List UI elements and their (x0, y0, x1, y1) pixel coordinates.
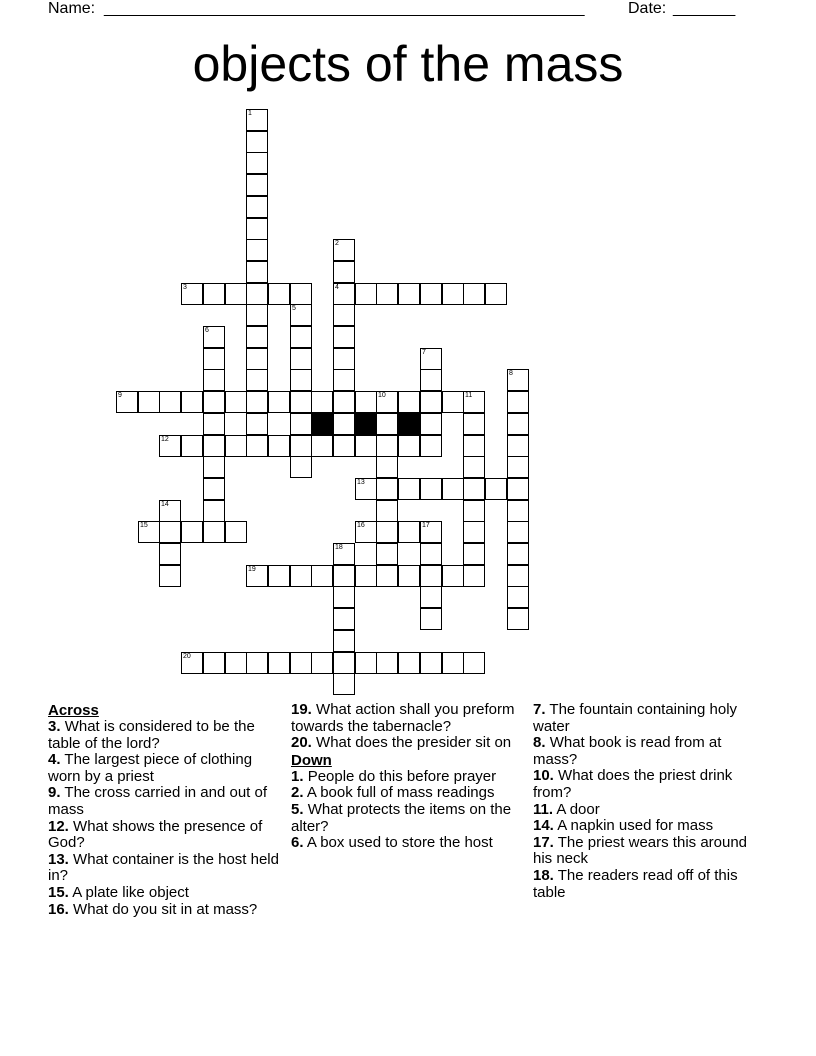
grid-cell[interactable] (290, 283, 312, 305)
grid-cell[interactable] (268, 652, 290, 674)
name-line[interactable]: ______________________________________________________ (104, 0, 585, 17)
grid-cell[interactable] (311, 391, 333, 413)
grid-cell[interactable] (463, 391, 485, 413)
grid-cell[interactable] (159, 521, 181, 543)
grid-cell[interactable] (203, 456, 225, 478)
clue-down-1: 1. People do this before prayer (291, 767, 497, 785)
grid-cell[interactable] (507, 500, 529, 522)
clue-down-2: 2. A book full of mass readings (291, 784, 495, 802)
grid-cell[interactable] (246, 348, 268, 370)
grid-cell[interactable] (290, 652, 312, 674)
grid-cell[interactable] (203, 435, 225, 457)
grid-cell[interactable] (333, 326, 355, 348)
grid-cell[interactable] (246, 109, 268, 131)
grid-cell[interactable] (507, 543, 529, 565)
grid-cell[interactable] (203, 500, 225, 522)
grid-cell[interactable] (420, 521, 442, 543)
grid-cell[interactable] (138, 521, 160, 543)
clues-column-2 (291, 702, 523, 852)
grid-cell[interactable] (159, 435, 181, 457)
grid-cell[interactable] (485, 478, 507, 500)
grid-cell[interactable] (333, 239, 355, 261)
grid-cell[interactable] (138, 391, 160, 413)
clue-number: 16 (357, 522, 365, 529)
grid-cell[interactable] (246, 652, 268, 674)
grid-cell[interactable] (420, 543, 442, 565)
grid-cell[interactable] (420, 391, 442, 413)
grid-cell[interactable] (225, 283, 247, 305)
clue-down-18: 18. The readers read off of this table (533, 866, 738, 901)
grid-cell[interactable] (376, 543, 398, 565)
grid-cell[interactable] (246, 391, 268, 413)
name-label: Name: (48, 0, 96, 17)
grid-cell[interactable] (376, 435, 398, 457)
grid-cell[interactable] (246, 152, 268, 174)
grid-cell[interactable] (442, 652, 464, 674)
grid-cell[interactable] (290, 413, 312, 435)
clue-down-11: 11. A door (533, 800, 600, 818)
clue-number: 4 (335, 284, 339, 291)
clue-number: 13 (357, 479, 365, 486)
grid-cell[interactable] (507, 565, 529, 587)
grid-cell[interactable] (420, 586, 442, 608)
grid-cell[interactable] (355, 652, 377, 674)
clue-number: 17 (422, 522, 430, 529)
grid-cell[interactable] (420, 283, 442, 305)
grid-cell[interactable] (333, 369, 355, 391)
clue-number: 6 (205, 327, 209, 334)
grid-cell[interactable] (290, 369, 312, 391)
grid-cell[interactable] (376, 478, 398, 500)
grid-cell[interactable] (246, 413, 268, 435)
grid-cell[interactable] (463, 456, 485, 478)
grid-cell[interactable] (420, 435, 442, 457)
grid-cell[interactable] (246, 304, 268, 326)
clues-column-3 (533, 702, 765, 901)
grid-cell[interactable] (246, 565, 268, 587)
clue-number: 5 (292, 305, 296, 312)
clue-down-14: 14. A napkin used for mass (533, 817, 714, 835)
grid-cell[interactable] (376, 413, 398, 435)
grid-cell[interactable] (485, 283, 507, 305)
grid-cell[interactable] (203, 283, 225, 305)
grid-cell[interactable] (246, 283, 268, 305)
grid-cell[interactable] (203, 348, 225, 370)
clue-down-10: 10. What does the priest drink from? (533, 767, 733, 801)
grid-cell[interactable] (268, 565, 290, 587)
grid-cell[interactable] (181, 283, 203, 305)
clue-down-17: 17. The priest wears this around his neck (533, 833, 748, 868)
clue-number: 7 (422, 349, 426, 356)
grid-cell[interactable] (225, 652, 247, 674)
grid-cell[interactable] (246, 261, 268, 283)
grid-cell[interactable] (181, 652, 203, 674)
grid-cell[interactable] (181, 391, 203, 413)
grid-cell[interactable] (376, 456, 398, 478)
grid-cell[interactable] (290, 391, 312, 413)
clue-across-3: 3. What is considered to be the table of the lord? (48, 718, 255, 752)
clue-across-4: 4. The largest piece of clothing worn by a priest (48, 751, 253, 785)
grid-cell[interactable] (159, 500, 181, 522)
grid-cell[interactable] (420, 478, 442, 500)
grid-cell[interactable] (246, 196, 268, 218)
grid-cell[interactable] (333, 435, 355, 457)
grid-cell[interactable] (355, 391, 377, 413)
grid-cell[interactable] (376, 391, 398, 413)
clue-number: 19 (248, 566, 256, 573)
clue-across-12: 12. What shows the presence of God? (48, 817, 263, 852)
grid-cell[interactable] (355, 521, 377, 543)
black-square (311, 413, 333, 435)
grid-cell[interactable] (246, 131, 268, 153)
grid-cell[interactable] (420, 608, 442, 630)
grid-cell[interactable] (507, 413, 529, 435)
grid-cell[interactable] (398, 652, 420, 674)
clue-number: 20 (183, 653, 191, 660)
grid-cell[interactable] (290, 304, 312, 326)
grid-cell[interactable] (420, 348, 442, 370)
grid-cell[interactable] (507, 456, 529, 478)
clue-across-16: 16. What do you sit in at mass? (48, 900, 258, 918)
grid-cell[interactable] (463, 283, 485, 305)
grid-cell[interactable] (333, 608, 355, 630)
grid-cell[interactable] (376, 521, 398, 543)
grid-cell[interactable] (507, 478, 529, 500)
grid-cell[interactable] (268, 435, 290, 457)
date-line[interactable]: _______ (673, 0, 736, 17)
grid-cell[interactable] (246, 369, 268, 391)
grid-cell[interactable] (398, 283, 420, 305)
grid-cell[interactable] (246, 239, 268, 261)
grid-cell[interactable] (507, 391, 529, 413)
grid-cell[interactable] (463, 413, 485, 435)
grid-cell[interactable] (507, 608, 529, 630)
grid-cell[interactable] (159, 543, 181, 565)
grid-cell[interactable] (181, 521, 203, 543)
grid-cell[interactable] (311, 435, 333, 457)
grid-cell[interactable] (376, 500, 398, 522)
clue-across-20: 20. What does the presider sit on (291, 734, 512, 752)
grid-cell[interactable] (333, 348, 355, 370)
clue-down-5: 5. What protects the items on the alter? (291, 800, 512, 835)
grid-cell[interactable] (463, 565, 485, 587)
grid-cell[interactable] (376, 283, 398, 305)
grid-cell[interactable] (398, 391, 420, 413)
clue-across-9: 9. The cross carried in and out of mass (48, 784, 268, 818)
grid-cell[interactable] (376, 652, 398, 674)
grid-cell[interactable] (420, 413, 442, 435)
grid-cell[interactable] (355, 478, 377, 500)
grid-cell[interactable] (333, 630, 355, 652)
clue-number: 9 (118, 392, 122, 399)
grid-cell[interactable] (246, 218, 268, 240)
grid-cell[interactable] (181, 435, 203, 457)
clue-number: 1 (248, 110, 252, 117)
grid-cell[interactable] (442, 391, 464, 413)
grid-cell[interactable] (463, 652, 485, 674)
clue-across-13: 13. What container is the host held in? (48, 850, 279, 885)
grid-cell[interactable] (507, 435, 529, 457)
grid-cell[interactable] (268, 283, 290, 305)
clue-across-19: 19. What action shall you preform towards the tabernacle? (291, 701, 515, 735)
grid-cell[interactable] (463, 500, 485, 522)
clues-column-1 (48, 702, 280, 918)
grid-cell[interactable] (463, 543, 485, 565)
grid-cell[interactable] (246, 174, 268, 196)
grid-cell[interactable] (398, 565, 420, 587)
grid-cell[interactable] (290, 348, 312, 370)
grid-cell[interactable] (333, 391, 355, 413)
grid-cell[interactable] (333, 543, 355, 565)
clue-number: 11 (465, 392, 473, 399)
clue-down-6: 6. A box used to store the host (291, 834, 493, 852)
black-square (355, 413, 377, 435)
clue-number: 3 (183, 284, 187, 291)
date-label: Date: (628, 0, 667, 17)
across-heading: Across (48, 702, 99, 719)
grid-cell[interactable] (225, 435, 247, 457)
grid-cell[interactable] (442, 478, 464, 500)
grid-cell[interactable] (246, 326, 268, 348)
grid-cell[interactable] (507, 521, 529, 543)
clue-down-8: 8. What book is read from at mass? (533, 734, 722, 768)
clue-number: 15 (140, 522, 148, 529)
grid-cell[interactable] (203, 521, 225, 543)
clue-number: 8 (509, 370, 513, 377)
grid-cell[interactable] (159, 391, 181, 413)
grid-cell[interactable] (463, 478, 485, 500)
clue-across-15: 15. A plate like object (48, 883, 189, 901)
black-square (398, 413, 420, 435)
grid-cell[interactable] (333, 565, 355, 587)
grid-cell[interactable] (355, 283, 377, 305)
clue-number: 18 (335, 544, 343, 551)
grid-cell[interactable] (333, 413, 355, 435)
grid-cell[interactable] (463, 521, 485, 543)
grid-cell[interactable] (442, 565, 464, 587)
grid-cell[interactable] (333, 304, 355, 326)
grid-cell[interactable] (398, 478, 420, 500)
grid-cell[interactable] (376, 565, 398, 587)
grid-cell[interactable] (159, 565, 181, 587)
grid-cell[interactable] (290, 565, 312, 587)
clue-number: 12 (161, 436, 169, 443)
grid-cell[interactable] (442, 283, 464, 305)
puzzle-title: objects of the mass (192, 36, 624, 92)
grid-cell[interactable] (420, 565, 442, 587)
grid-cell[interactable] (398, 521, 420, 543)
grid-cell[interactable] (420, 652, 442, 674)
clue-number: 2 (335, 240, 339, 247)
grid-cell[interactable] (290, 326, 312, 348)
down-heading: Down (291, 751, 332, 769)
grid-cell[interactable] (203, 326, 225, 348)
grid-cell[interactable] (311, 565, 333, 587)
clue-number: 10 (378, 392, 386, 399)
grid-cell[interactable] (333, 673, 355, 695)
grid-cell[interactable] (203, 391, 225, 413)
grid-cell[interactable] (225, 521, 247, 543)
grid-cell[interactable] (398, 435, 420, 457)
grid-cell[interactable] (355, 565, 377, 587)
grid-cell[interactable] (203, 369, 225, 391)
grid-cell[interactable] (203, 478, 225, 500)
grid-cell[interactable] (268, 391, 290, 413)
grid-cell[interactable] (463, 435, 485, 457)
grid-cell[interactable] (116, 391, 138, 413)
grid-cell[interactable] (203, 413, 225, 435)
grid-cell[interactable] (203, 652, 225, 674)
grid-cell[interactable] (225, 391, 247, 413)
grid-cell[interactable] (333, 652, 355, 674)
grid-cell[interactable] (355, 435, 377, 457)
grid-cell[interactable] (311, 652, 333, 674)
grid-cell[interactable] (290, 456, 312, 478)
grid-cell[interactable] (507, 586, 529, 608)
clue-down-7: 7. The fountain containing holy water (533, 701, 738, 735)
grid-cell[interactable] (420, 369, 442, 391)
grid-cell[interactable] (246, 435, 268, 457)
grid-cell[interactable] (290, 435, 312, 457)
grid-cell[interactable] (333, 586, 355, 608)
clue-number: 14 (161, 501, 169, 508)
grid-cell[interactable] (333, 261, 355, 283)
grid-cell[interactable] (507, 369, 529, 391)
grid-cell[interactable] (333, 283, 355, 305)
